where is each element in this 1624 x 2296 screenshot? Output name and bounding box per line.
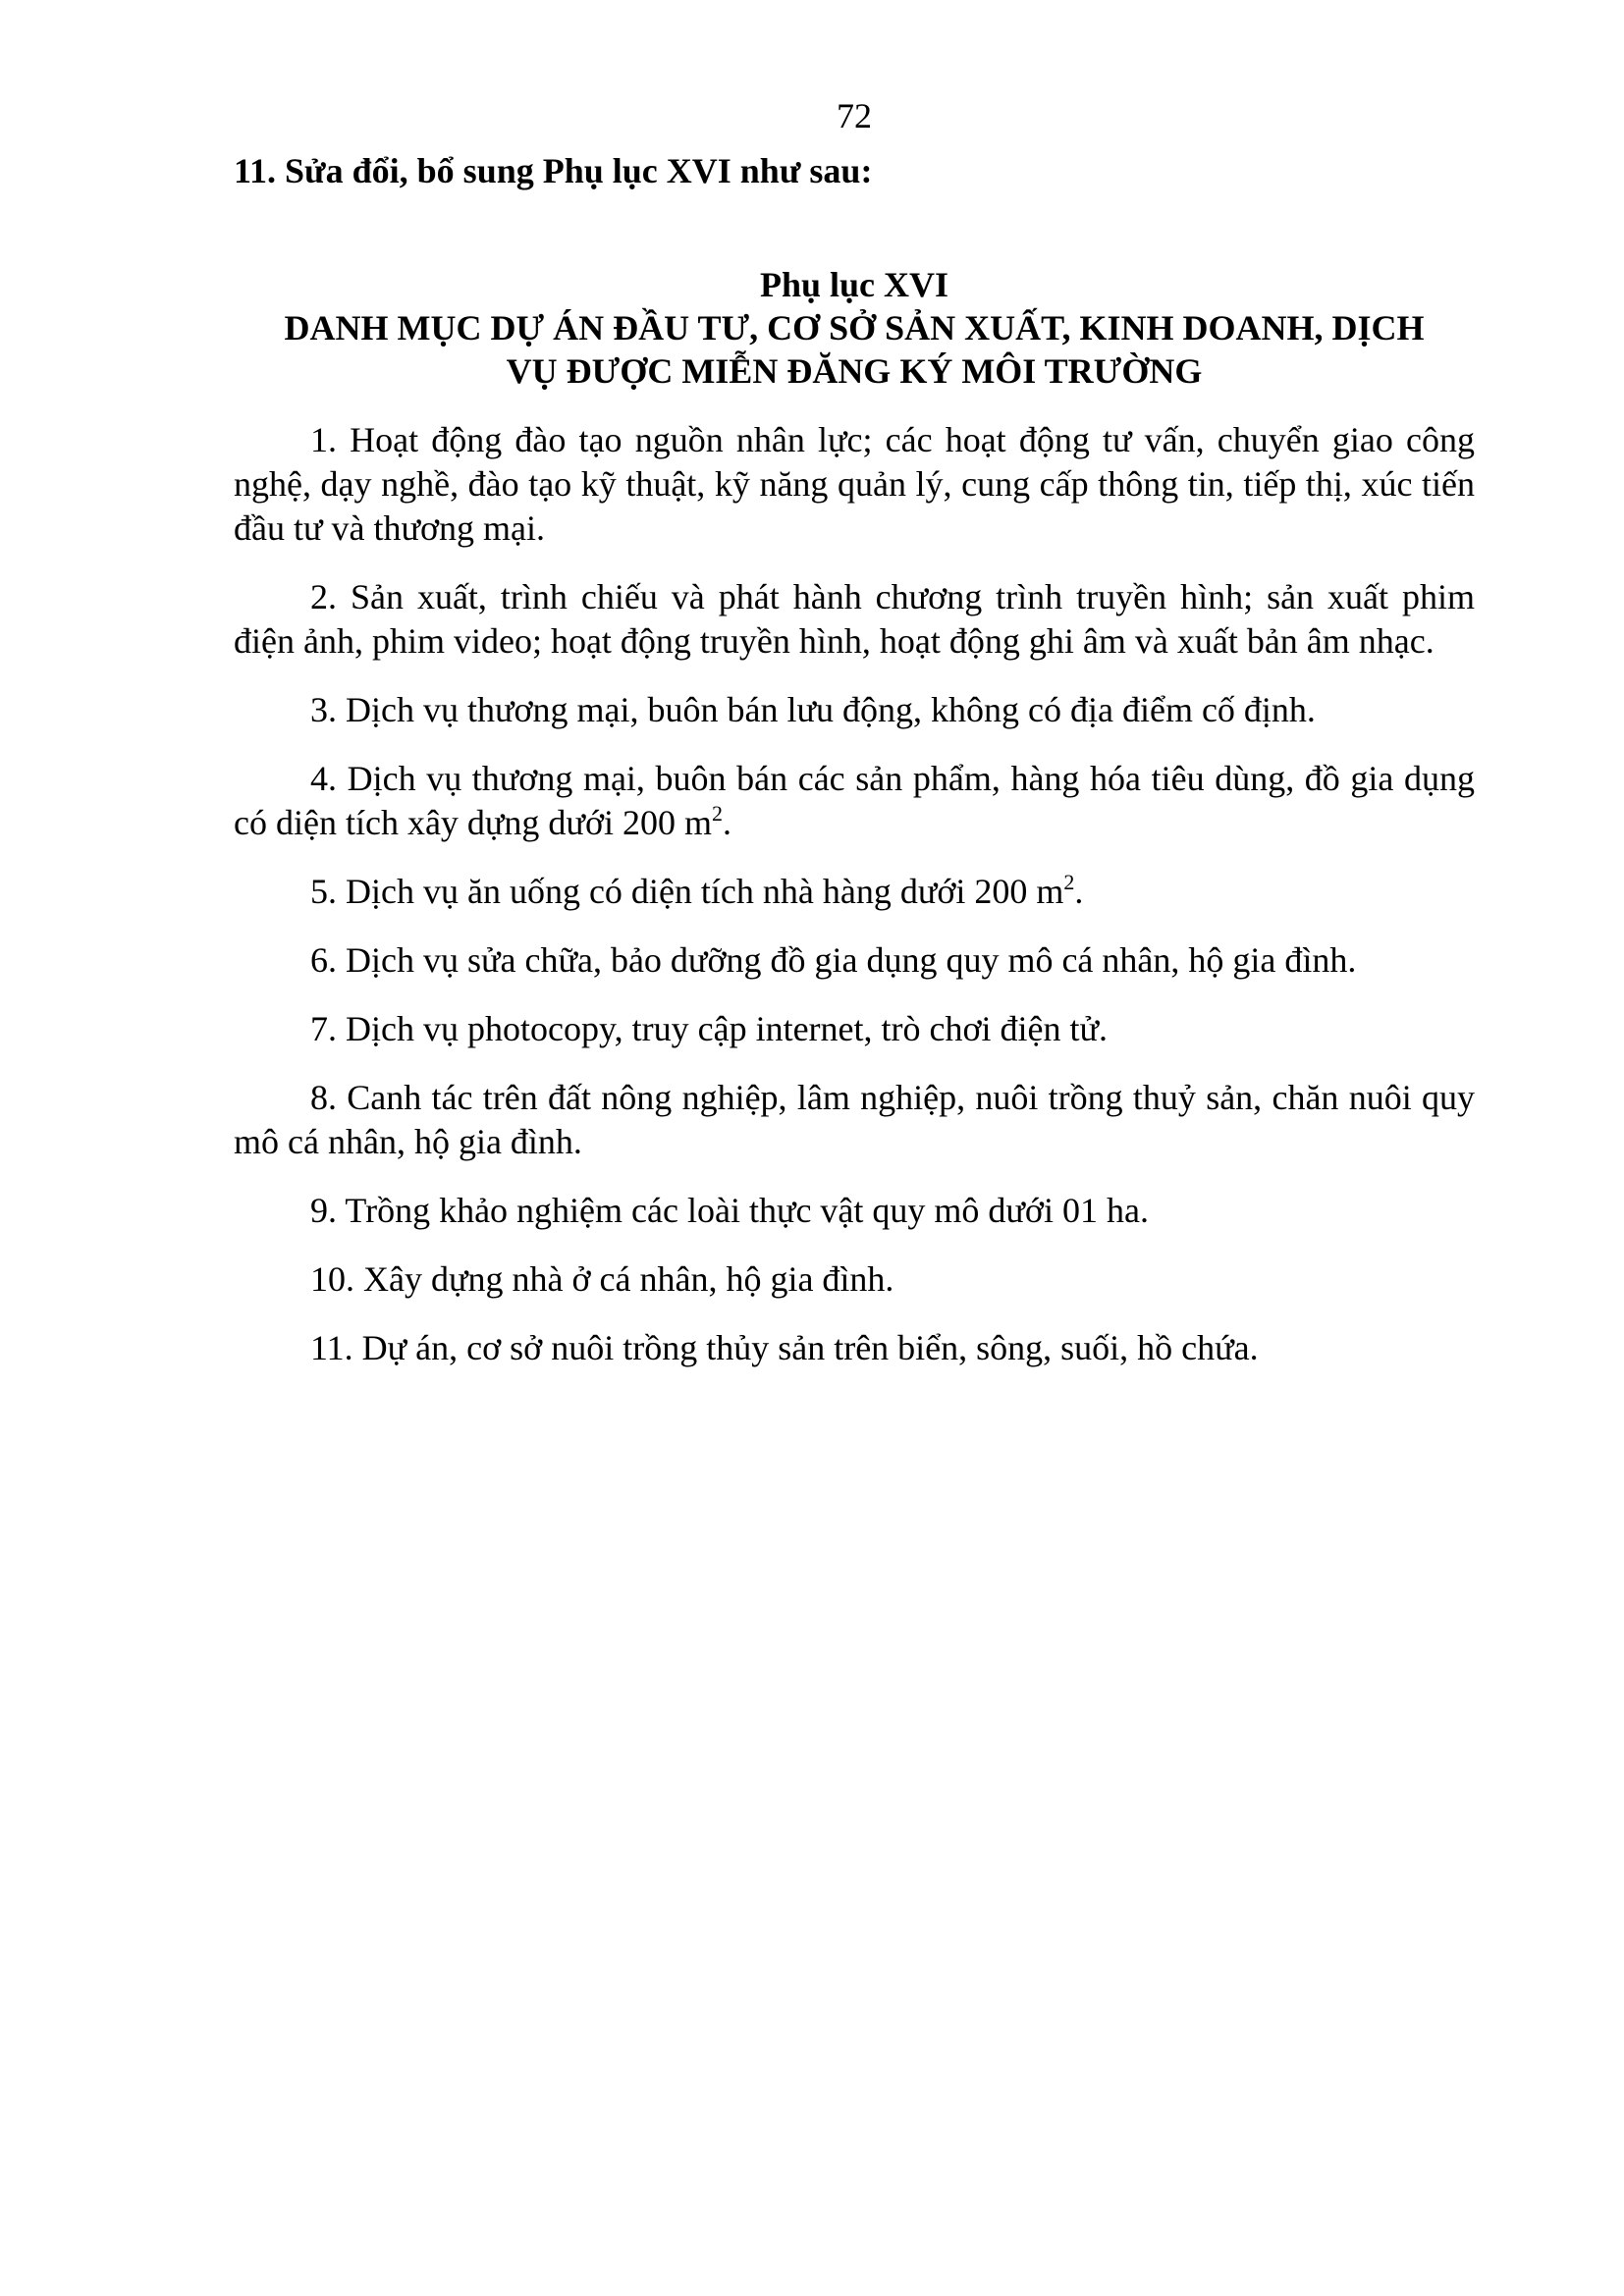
list-item: 5. Dịch vụ ăn uống có diện tích nhà hàng dưới 200 $m^2$. bbox=[310, 870, 1084, 911]
page-number: 72 bbox=[837, 96, 872, 135]
list-item: 7. Dịch vụ photocopy, truy cập internet, trò chơi điện tử. bbox=[310, 1009, 1109, 1048]
item-list bbox=[234, 418, 1475, 1370]
list-item: 2. Sản xuất, trình chiếu và phát hành chương trình truyền hình; sản xuất phim điện ảnh, phim video; hoạt động truyền hình, hoạt động ghi âm và xuất bản âm nhạc. bbox=[234, 577, 1475, 661]
list-item: 11. Dự án, cơ sở nuôi trồng thủy sản trên biển, sông, suối, hồ chứa. bbox=[310, 1328, 1259, 1367]
list-item: 8. Canh tác trên đất nông nghiệp, lâm nghiệp, nuôi trồng thuỷ sản, chăn nuôi quy mô cá nhân, hộ gia đình. bbox=[234, 1078, 1475, 1161]
superscript: 2 bbox=[1063, 870, 1075, 894]
appendix-title-line-1: DANH MỤC DỰ ÁN ĐẦU TƯ, CƠ SỞ SẢN XUẤT, KINH DOANH, DỊCH bbox=[284, 308, 1425, 347]
section-heading: 11. Sửa đổi, bổ sung Phụ lục XVI như sau: bbox=[234, 151, 873, 190]
document-body bbox=[234, 149, 1475, 1395]
appendix-title-line-2: VỤ ĐƯỢC MIỄN ĐĂNG KÝ MÔI TRƯỜNG bbox=[506, 351, 1203, 391]
appendix-label: Phụ lục XVI bbox=[759, 265, 949, 304]
list-item: 4. Dịch vụ thương mại, buôn bán các sản phẩm, hàng hóa tiêu dùng, đồ gia dụng có diện tích xây dựng dưới 200 $m^2$. bbox=[234, 759, 1475, 842]
superscript: 2 bbox=[711, 801, 723, 826]
list-item: 3. Dịch vụ thương mại, buôn bán lưu động, không có địa điểm cố định. bbox=[310, 690, 1316, 729]
appendix-title-block bbox=[234, 263, 1475, 393]
list-item: 1. Hoạt động đào tạo nguồn nhân lực; các hoạt động tư vấn, chuyển giao công nghệ, dạy nghề, đào tạo kỹ thuật, kỹ năng quản lý, cung cấp thông tin, tiếp thị, xúc tiến đầu tư và thương mại. bbox=[234, 420, 1475, 548]
list-item: 6. Dịch vụ sửa chữa, bảo dưỡng đồ gia dụng quy mô cá nhân, hộ gia đình. bbox=[310, 940, 1357, 980]
list-item: 9. Trồng khảo nghiệm các loài thực vật quy mô dưới 01 ha. bbox=[310, 1191, 1149, 1230]
list-item: 10. Xây dựng nhà ở cá nhân, hộ gia đình. bbox=[310, 1259, 894, 1299]
